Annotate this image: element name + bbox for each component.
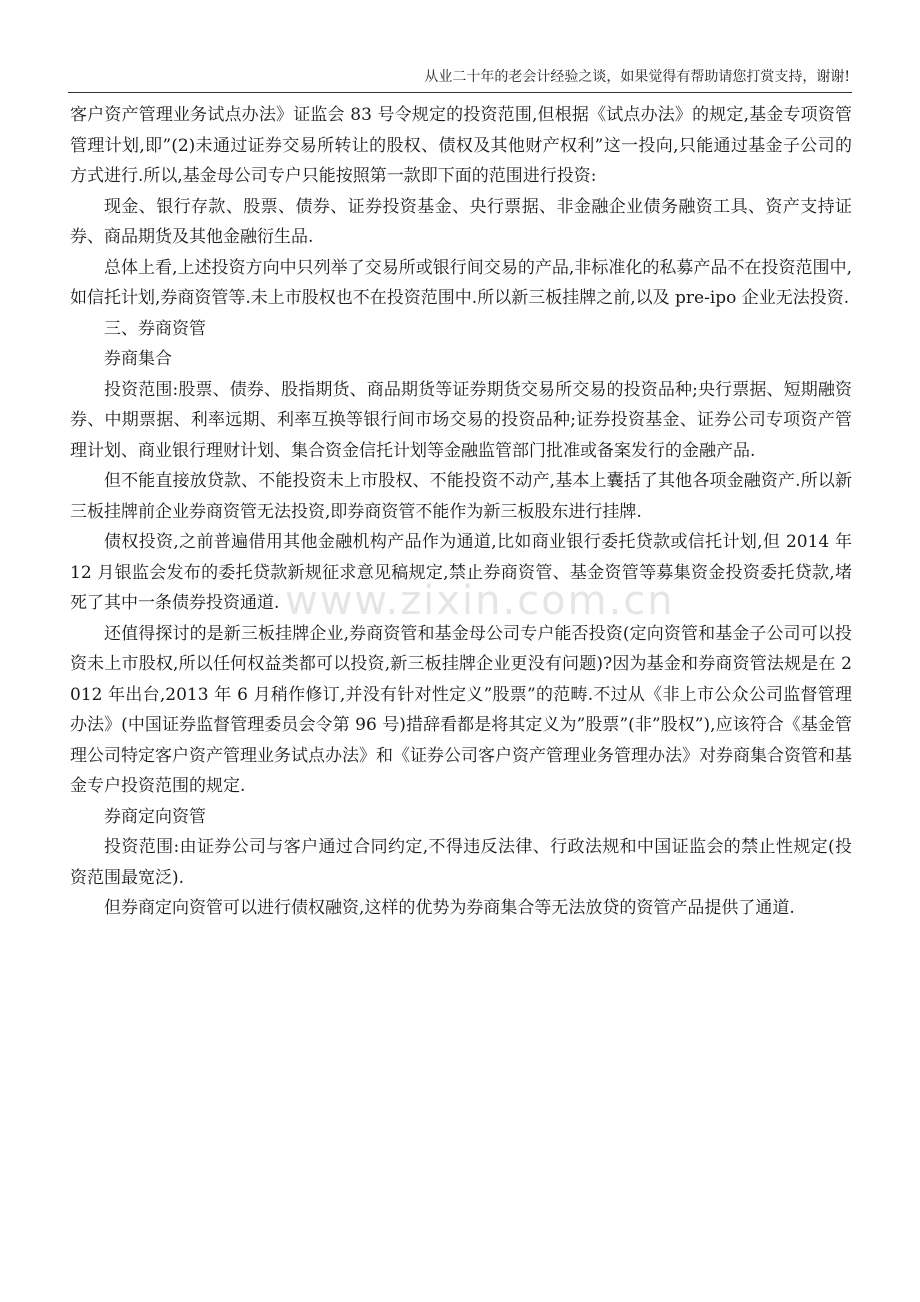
- header-note: 从业二十年的老会计经验之谈，如果觉得有帮助请您打赏支持，谢谢!: [424, 69, 850, 85]
- subheading-targeted: 券商定向资管: [104, 806, 206, 827]
- paragraph-9: 但券商定向资管可以进行债权融资,这样的优势为券商集合等无法放贷的资管产品提供了通道.: [104, 898, 795, 918]
- watermark: www.zixin.com.cn: [285, 578, 675, 624]
- paragraph-6: 债权投资,之前普遍借用其他金融机构产品作为通道,比如商业银行委托贷款或信托计划,但 2014 年 12 月银监会发布的委托贷款新规征求意见稿规定,禁止券商资管、基金资管等募集资金投资委托贷款,堵死了其中一条债券投资通道.: [70, 532, 852, 613]
- paragraph-2: 现金、银行存款、股票、债券、证券投资基金、央行票据、非金融企业债务融资工具、资产支持证券、商品期货及其他金融衍生品.: [70, 196, 852, 247]
- paragraph-4: 投资范围:股票、债券、股指期货、商品期货等证券期货交易所交易的投资品种;央行票据、短期融资券、中期票据、利率远期、利率互换等银行间市场交易的投资品种;证券投资基金、证券公司专项资产管理计划、商业银行理财计划、集合资金信托计划等金融监管部门批准或备案发行的金融产品.: [70, 379, 852, 461]
- paragraph-7: 还值得探讨的是新三板挂牌企业,券商资管和基金母公司专户能否投资(定向资管和基金子公司可以投资未上市股权,所以任何权益类都可以投资,新三板挂牌企业更没有问题)?因为基金和券商资管法规是在 2012 年出台,2013 年 6 月稍作修订,并没有针对性定义”股票”的范畴.不过从《非上市公众公司监督管理办法》(中国证券监督管理委员会令第 96 号)措辞看都是将其定义为”股票”(非”股权”),应该符合《基金管理公司特定客户资产管理业务试点办法》和《证券公司客户资产管理业务管理办法》对券商集合资管和基金专户投资范围的规定.: [70, 623, 852, 796]
- document-body: [70, 100, 852, 924]
- paragraph-8: 投资范围:由证券公司与客户通过合同约定,不得违反法律、行政法规和中国证监会的禁止性规定(投资范围最宽泛).: [70, 837, 852, 888]
- section-heading-3: 三、券商资管: [104, 318, 206, 339]
- paragraph-5: 但不能直接放贷款、不能投资未上市股权、不能投资不动产,基本上囊括了其他各项金融资产.所以新三板挂牌前企业券商资管无法投资,即券商资管不能作为新三板股东进行挂牌.: [70, 471, 852, 522]
- paragraph-3: 总体上看,上述投资方向中只列举了交易所或银行间交易的产品,非标准化的私募产品不在投资范围中,如信托计划,券商资管等.未上市股权也不在投资范围中.所以新三板挂牌之前,以及 pre-ipo 企业无法投资.: [70, 257, 852, 308]
- header-divider: [68, 92, 852, 93]
- paragraph-1: 客户资产管理业务试点办法》证监会 83 号令规定的投资范围,但根据《试点办法》的规定,基金专项资管管理计划,即”(2)未通过证券交易所转让的股权、债权及其他财产权利”这一投向,只能通过基金子公司的方式进行.所以,基金母公司专户只能按照第一款即下面的范围进行投资:: [70, 105, 852, 186]
- subheading-collective: 券商集合: [104, 349, 172, 369]
